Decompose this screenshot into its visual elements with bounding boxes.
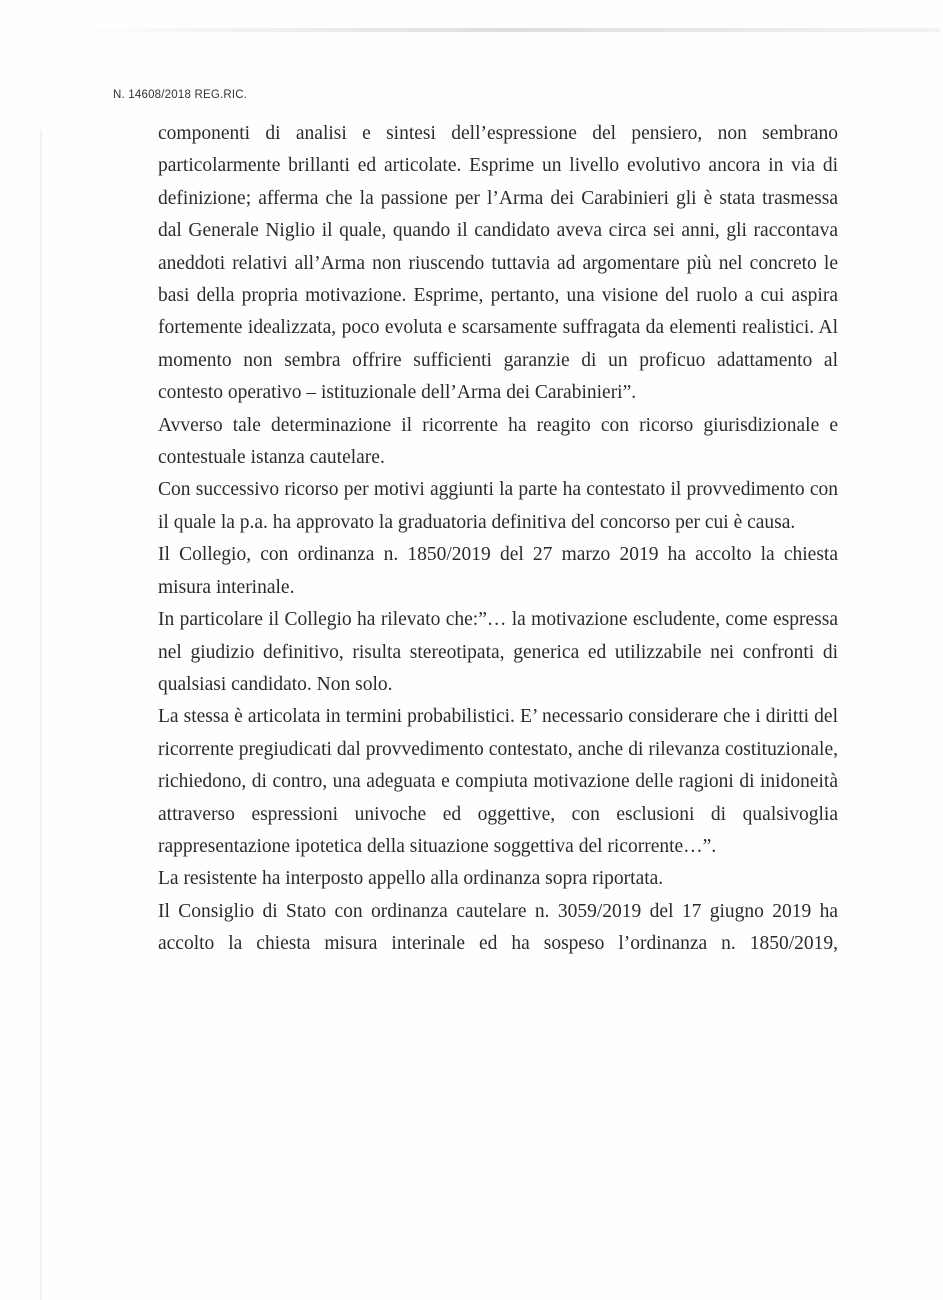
paragraph: La resistente ha interposto appello alla ordinanza sopra riportata. [158,868,664,890]
scan-edge-top [80,28,940,32]
paragraph: Con successivo ricorso per motivi aggiunti la parte ha contestato il provvedimento con il quale la p.a. ha approvato la graduatoria definitiva del concorso per cui è causa. [158,479,838,533]
paragraph: Il Collegio, con ordinanza n. 1850/2019 del 27 marzo 2019 ha accolto la chiesta misura interinale. [158,544,838,598]
paragraph-continuation: componenti di analisi e sintesi dell’espressione del pensiero, non sembrano particolarmente brillanti ed articolate. Esprime un livello evolutivo ancora in via di definizione; afferma che la passione per l’Arma dei Carabinieri gli è stata trasmessa dal Generale Niglio il quale, quando il candidato aveva circa sei anni, gli raccontava aneddoti relativi all’Arma non riuscendo tuttavia ad argomentare più nel concreto le basi della propria motivazione. Esprime, pertanto, una visione del ruolo a cui aspira fortemente idealizzata, poco evoluta e scarsamente suffragata da elementi realistici. Al momento non sembra offrire sufficienti garanzie di un proficuo adattamento al contesto operativo – istituzionale dell’Arma dei Carabinieri”. [158,123,838,404]
paragraph: La stessa è articolata in termini probabilistici. E’ necessario considerare che i diritti del ricorrente pregiudicati dal provvedimento contestato, anche di rilevanza costituzionale, richiedono, di contro, una adeguata e compiuta motivazione delle ragioni di inidoneità attraverso espressioni univoche ed oggettive, con esclusioni di qualsivoglia rappresentazione ipotetica della situazione soggettiva del ricorrente…”. [158,706,838,857]
paragraph: Il Consiglio di Stato con ordinanza cautelare n. 3059/2019 del 17 giugno 2019 ha accolto la chiesta misura interinale ed ha sospeso l’ordinanza n. 1850/2019, [158,900,838,955]
paragraph: In particolare il Collegio ha rilevato che:”… la motivazione escludente, come espressa nel giudizio definitivo, risulta stereotipata, generica ed utilizzabile nei confronti di qualsiasi candidato. Non solo. [158,609,838,695]
scan-edge-left [40,130,42,1300]
document-body [158,118,838,961]
paragraph: Avverso tale determinazione il ricorrente ha reagito con ricorso giurisdizionale e contestuale istanza cautelare. [158,414,838,469]
registry-number: N. 14608/2018 REG.RIC. [113,89,248,101]
